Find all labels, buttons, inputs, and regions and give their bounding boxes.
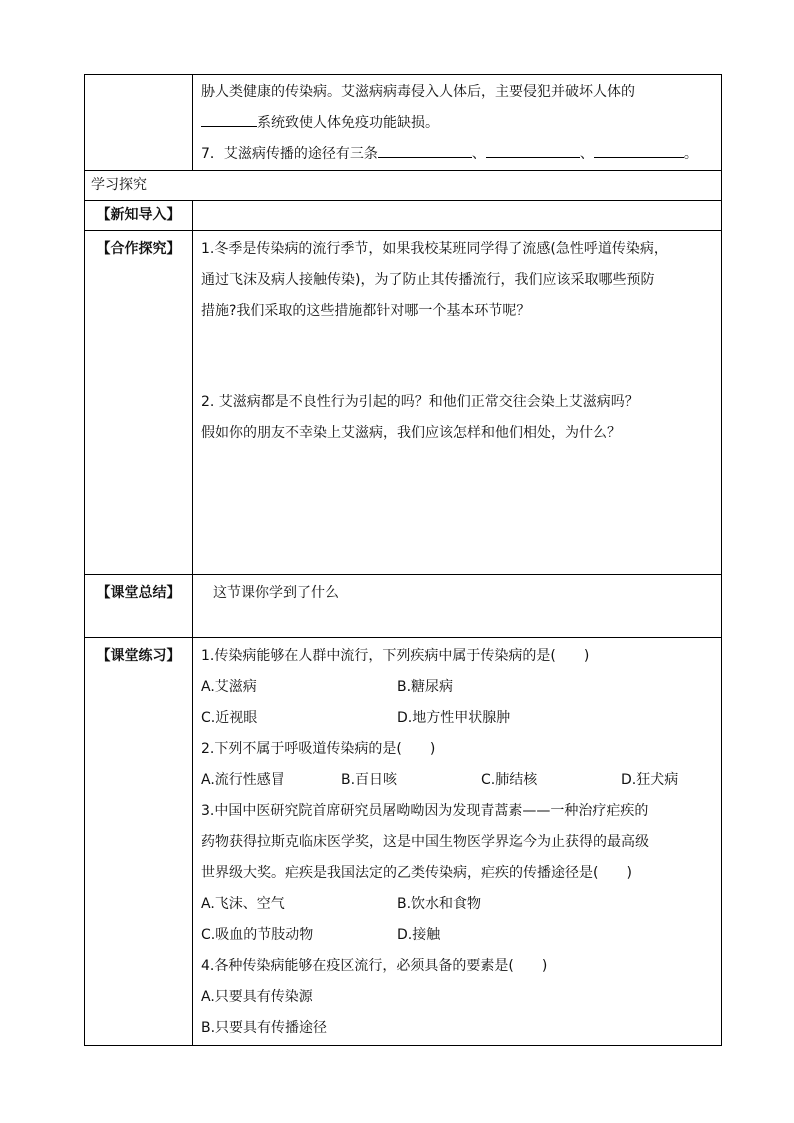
coop-q1-line-1: 1.冬季是传染病的流行季节，如果我校某班同学得了流感(急性呼道传染病， — [201, 241, 668, 257]
fill-blank[interactable] — [201, 109, 257, 127]
practice-q3-options-row-2 — [193, 920, 721, 951]
question-7 — [193, 139, 721, 170]
coop-q1-line-3: 措施?我们采取的这些措施都针对哪一个基本环节呢？ — [201, 303, 531, 319]
fill-blank[interactable] — [594, 140, 684, 158]
continuation-cell — [193, 75, 722, 171]
coop-q1-line-2: 通过飞沫及病人接触传染)，为了防止其传播流行，我们应该采取哪些预防 — [201, 272, 655, 288]
answer-space[interactable] — [193, 327, 721, 387]
continuation-line-1: 胁人类健康的传染病。艾滋病病毒侵入人体后，主要侵犯并破坏人体的 — [201, 84, 635, 100]
period: 。 — [683, 146, 698, 162]
new-knowledge-row — [85, 201, 722, 231]
practice-row — [85, 638, 722, 1046]
question-7-text: 7．艾滋病传播的途径有三条 — [201, 146, 378, 162]
continuation-line-2 — [193, 108, 721, 139]
practice-q4-option-a[interactable]: A.只要具有传染源 — [201, 989, 313, 1005]
practice-q3-line-1: 3.中国中医研究院首席研究员屠呦呦因为发现青蒿素——一种治疗疟疾的 — [201, 803, 649, 819]
practice-q2: 2.下列不属于呼吸道传染病的是( ) — [201, 741, 436, 757]
option-c[interactable]: C.近视眼 — [201, 710, 258, 726]
cooperative-row — [85, 231, 722, 575]
practice-q1-options-row-2 — [193, 703, 721, 734]
option-c[interactable]: C.肺结核 — [481, 772, 538, 788]
summary-content — [193, 575, 722, 638]
summary-text: 这节课你学到了什么 — [213, 585, 339, 601]
worksheet-table — [84, 74, 722, 1046]
option-a[interactable]: A.飞沫、空气 — [201, 896, 285, 912]
cooperative-content — [193, 231, 722, 575]
option-d[interactable]: D.地方性甲状腺肿 — [397, 710, 511, 726]
separator: 、 — [579, 146, 594, 162]
practice-q3-line-2: 药物获得拉斯克临床医学奖，这是中国生物医学界迄今为止获得的最高级 — [201, 834, 649, 850]
option-b[interactable]: B.饮水和食物 — [397, 896, 482, 912]
practice-content — [193, 638, 722, 1046]
option-b[interactable]: B.糖尿病 — [397, 679, 454, 695]
practice-label: 【课堂练习】 — [85, 638, 193, 1046]
practice-q3-line-3: 世界级大奖。疟疾是我国法定的乙类传染病，疟疾的传播途径是( ) — [201, 865, 632, 881]
practice-q1-options-row-1 — [193, 672, 721, 703]
new-knowledge-content[interactable] — [193, 201, 722, 231]
option-c[interactable]: C.吸血的节肢动物 — [201, 927, 314, 943]
summary-label: 【课堂总结】 — [85, 575, 193, 638]
section-row — [85, 171, 722, 201]
option-d[interactable]: D.狂犬病 — [621, 772, 679, 788]
practice-q4: 4.各种传染病能够在疫区流行，必须具备的要素是( ) — [201, 958, 548, 974]
option-b[interactable]: B.百日咳 — [341, 772, 398, 788]
option-d[interactable]: D.接触 — [397, 927, 441, 943]
coop-q2-line-1: 2. 艾滋病都是不良性行为引起的吗？和他们正常交往会染上艾滋病吗？ — [201, 394, 639, 410]
practice-q3-options-row-1 — [193, 889, 721, 920]
option-a[interactable]: A.艾滋病 — [201, 679, 257, 695]
continuation-row — [85, 75, 722, 171]
continuation-line-2-text: 系统致使人体免疫功能缺损。 — [257, 115, 439, 131]
option-a[interactable]: A.流行性感冒 — [201, 772, 285, 788]
section-learning-title: 学习探究 — [85, 171, 722, 201]
practice-q1: 1.传染病能够在人群中流行，下列疾病中属于传染病的是( ) — [201, 648, 590, 664]
cooperative-label: 【合作探究】 — [85, 231, 193, 575]
separator: 、 — [471, 146, 486, 162]
summary-row — [85, 575, 722, 638]
fill-blank[interactable] — [378, 140, 472, 158]
practice-q4-option-b[interactable]: B.只要具有传播途径 — [201, 1020, 328, 1036]
practice-q2-options — [193, 765, 721, 796]
new-knowledge-label: 【新知导入】 — [85, 201, 193, 231]
continuation-label-cell — [85, 75, 193, 171]
fill-blank[interactable] — [486, 140, 580, 158]
coop-q2-line-2: 假如你的朋友不幸染上艾滋病，我们应该怎样和他们相处，为什么？ — [201, 425, 621, 441]
